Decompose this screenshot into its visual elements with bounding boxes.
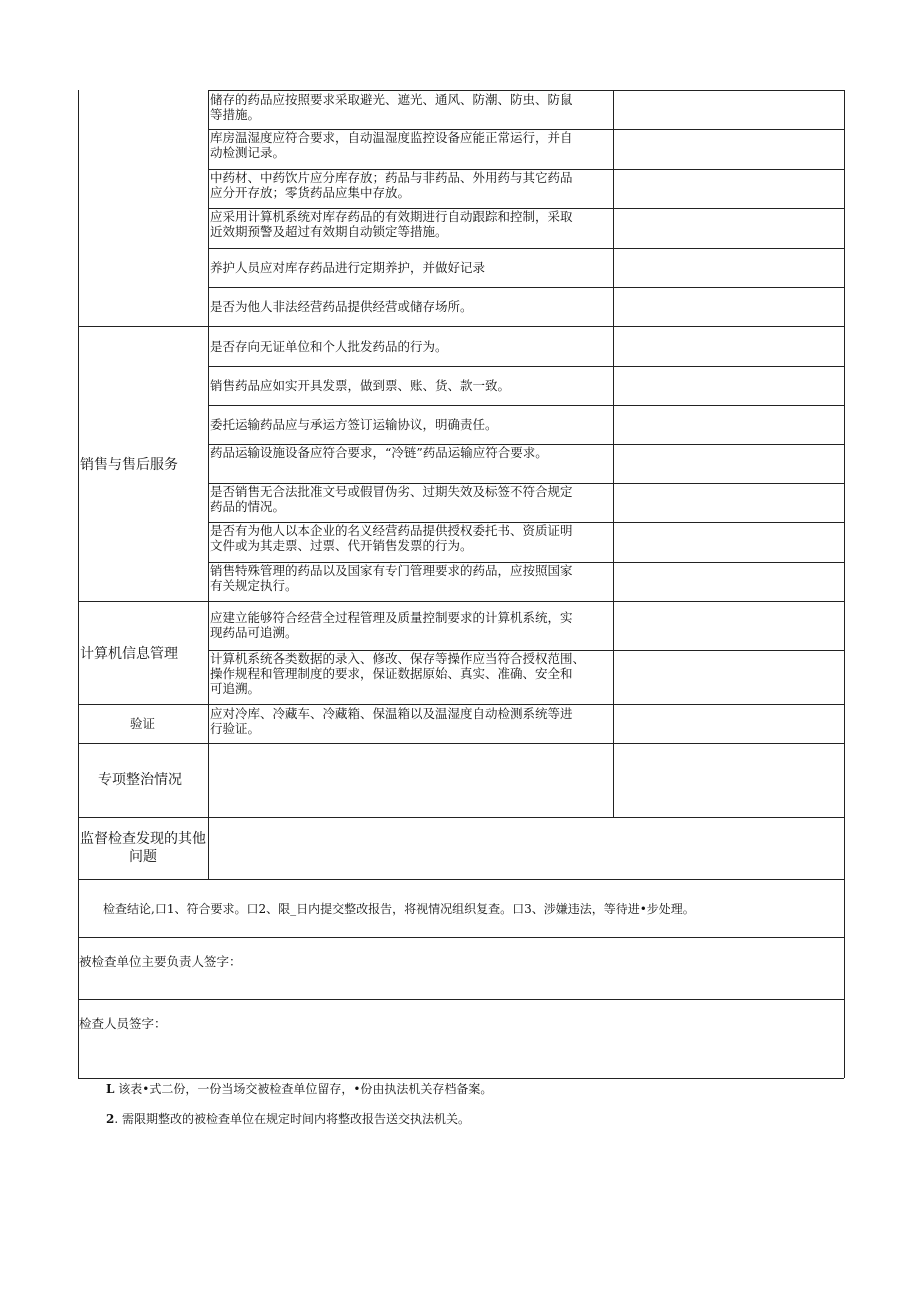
row-divider (208, 366, 844, 367)
table-border-right (844, 90, 845, 1078)
footnote-2 (106, 1111, 470, 1127)
sales-item-6-line-1: 是否有为他人以本企业的名义经营药品提供授权委托书、资质证明 (210, 523, 573, 538)
inspection-conclusion: 检查结论,口1、符合要求。口2、限_日内提交整改报告，将视情况组织复查。口3、涉嫌违法，等待进•步处理。 (103, 902, 695, 916)
section-divider (78, 879, 844, 880)
section-divider (78, 743, 844, 744)
storage-item-3-line-1: 中药材、中药饮片应分库存放；药品与非药品、外用药与其它药品 (210, 170, 573, 185)
section-divider (78, 937, 844, 938)
storage-item-6: 是否为他人非法经营药品提供经营或储存场所。 (210, 299, 473, 314)
sales-item-1: 是否存向无证单位和个人批发药品的行为。 (210, 339, 448, 354)
section-divider (78, 326, 844, 327)
computer-item-2-line-3: 可追溯。 (210, 681, 261, 696)
sales-item-2: 销售药品应如实开具发票，做到票、账、货、款一致。 (210, 378, 511, 393)
verification-item-line-1: 应对冷库、冷藏车、冷藏箱、保温箱以及温湿度自动检测系统等进 (210, 706, 573, 721)
footnote-1 (106, 1081, 492, 1097)
storage-item-4-line-2: 近效期预警及超过有效期自动锁定等措施。 (210, 224, 448, 239)
column-divider-result (613, 90, 614, 817)
storage-item-1-line-1: 储存的药品应按照要求采取避光、遮光、通风、防潮、防虫、防鼠 (210, 92, 573, 107)
sales-item-7-line-2: 有关规定执行。 (210, 578, 298, 593)
computer-category-label: 计算机信息管理 (80, 646, 178, 662)
sales-item-7-line-1: 销售特殊管理的药品以及国家有专门管理要求的药品，应按照国家 (210, 563, 573, 578)
sales-item-5-line-1: 是否销售无合法批准文号或假冒伪劣、过期失效及标签不符合规定 (210, 484, 573, 499)
verification-item-line-2: 行验证。 (210, 721, 261, 736)
section-divider (78, 704, 844, 705)
footnote-2-text: . 需限期整改的被检查单位在规定时间内将整改报告送交执法机关。 (114, 1112, 470, 1126)
verification-category-label: 验证 (130, 716, 156, 731)
storage-item-2-line-1: 库房温湿度应符合要求，自动温湿度监控设备应能正常运行，并自 (210, 130, 573, 145)
computer-item-1-line-1: 应建立能够符合经营全过程管理及质量控制要求的计算机系统，实 (210, 610, 573, 625)
section-divider (78, 999, 844, 1000)
footnote-1-number: L (106, 1082, 115, 1096)
special-rectification-label: 专项整治情况 (98, 772, 182, 788)
storage-item-2-line-2: 动检测记录。 (210, 145, 286, 160)
sales-category-label: 销售与售后服务 (80, 457, 178, 473)
sales-item-6-line-2: 文件或为其走票、过票、代开销售发票的行为。 (210, 538, 473, 553)
table-bottom-border (78, 1078, 844, 1079)
section-divider (78, 601, 844, 602)
storage-item-1-line-2: 等措施。 (210, 107, 261, 122)
computer-item-2-line-1: 计算机系统各类数据的录入、修改、保存等操作应当符合授权范围、 (210, 651, 586, 666)
inspector-signature-label: 检查人员签字： (79, 1016, 167, 1031)
other-problems-label: 监督检查发现的其他问题 (80, 831, 206, 865)
sales-item-5-line-2: 药品的情况。 (210, 499, 286, 514)
sales-item-4: 药品运输设施设备应符合要求，“冷链”药品运输应符合要求。 (210, 445, 548, 460)
sales-item-3: 委托运输药品应与承运方签订运输协议，明确责任。 (210, 417, 498, 432)
row-divider (208, 405, 844, 406)
row-divider (208, 287, 844, 288)
computer-item-1-line-2: 现药品可追溯。 (210, 625, 298, 640)
row-divider (208, 248, 844, 249)
storage-item-4-line-1: 应采用计算机系统对库存药品的有效期进行自动跟踪和控制，采取 (210, 209, 573, 224)
unit-signature-label: 被检查单位主要负责人签字： (79, 954, 242, 969)
footnote-2-number: 2 (106, 1112, 115, 1126)
storage-item-5: 养护人员应对库存药品进行定期养护，并做好记录 (210, 260, 486, 275)
computer-item-2-line-2: 操作规程和管理制度的要求，保证数据原始、真实、准确、安全和 (210, 666, 573, 681)
table-top-border (208, 90, 844, 91)
footnote-1-text: 该表•式二份，一份当场交被检查单位留存，•份由执法机关存档备案。 (118, 1082, 493, 1096)
table-border-left (78, 90, 79, 1078)
storage-item-3-line-2: 应分开存放；零货药品应集中存放。 (210, 185, 411, 200)
section-divider (78, 817, 844, 818)
